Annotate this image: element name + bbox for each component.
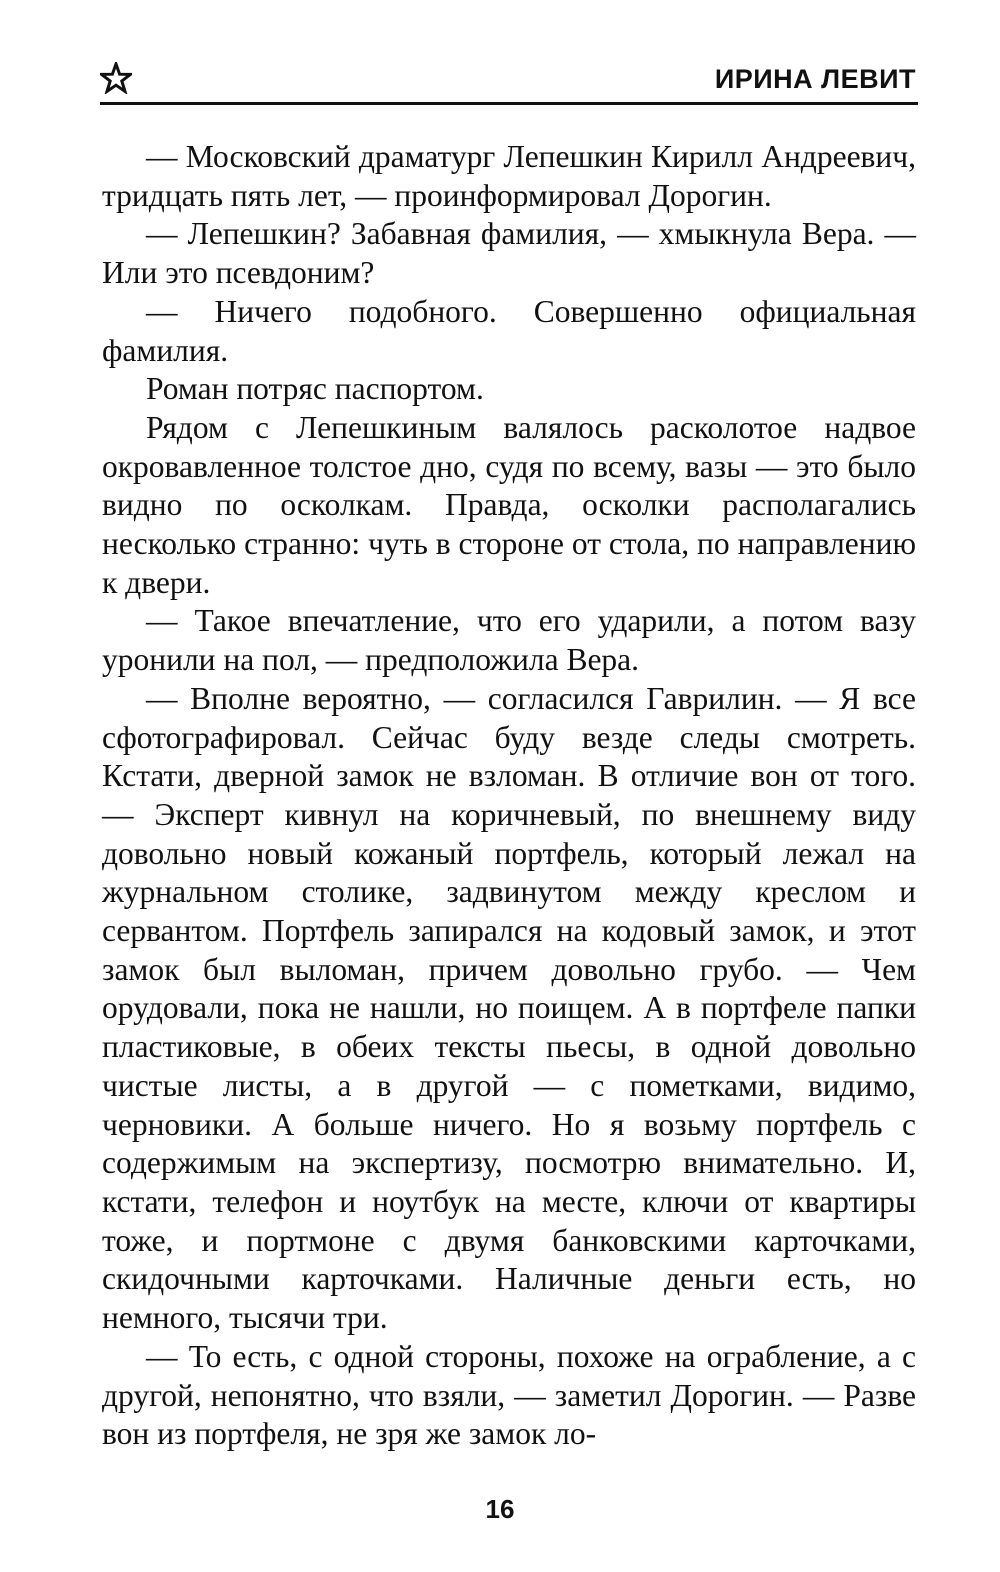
body-text (102, 138, 916, 1454)
star-icon (100, 62, 132, 94)
paragraph: — Такое впечатление, что его ударили, а потом вазу уронили на пол, — предположила Вера. (102, 603, 916, 678)
paragraph: — Московский драматург Лепешкин Кирилл Андреевич, тридцать пять лет, — проинформировал Дорогин. (102, 139, 916, 213)
paragraph: Роман потряс паспортом. (146, 371, 484, 407)
paragraph: — Ничего подобного. Совершенно официальная фамилия. (102, 293, 916, 368)
paragraph: — Лепешкин? Забавная фамилия, — хмыкнула Вера. — Или это псевдоним? (102, 216, 916, 291)
page-number: 16 (485, 1494, 515, 1524)
paragraph: — Вполне вероятно, — согласился Гаврилин. — Я все сфотографировал. Сейчас буду везде следы смотреть. Кстати, дверной замок не взломан. В отличие вон от того. — Эксперт кивнул на коричневый, по внешнему виду довольно новый кожаный портфель, который лежал на журнальном столике, задвинутом между креслом и сервантом. Портфель запирался на кодовый замок, и этот замок был выломан, причем довольно грубо. — Чем орудовали, пока не нашли, но поищем. А в портфеле папки пластиковые, в обеих тексты пьесы, в одной довольно чистые листы, а в другой — с пометками, видимо, черновики. А больше ничего. Но я возьму портфель с содержимым на экспертизу, посмотрю внимательно. И, кстати, телефон и ноутбук на месте, ключи от квартиры тоже, и портмоне с двумя банковскими карточками, скидочными карточками. Наличные деньги есть, но немного, тысячи три. (102, 680, 916, 1336)
header-rule (100, 102, 918, 105)
author-name: ИРИНА ЛЕВИТ (714, 64, 916, 94)
paragraph: — То есть, с одной стороны, похоже на ограбление, а с другой, непонятно, что взяли, — заметил Дорогин. — Разве вон из портфеля, не зря же замок ло- (102, 1338, 916, 1452)
running-header (100, 62, 918, 102)
paragraph: Рядом с Лепешкиным валялось расколотое надвое окровавленное толстое дно, судя по всему, вазы — это было видно по осколкам. Правда, осколки располагались несколько странно: чуть в стороне от стола, по направлению к двери. (102, 409, 916, 600)
